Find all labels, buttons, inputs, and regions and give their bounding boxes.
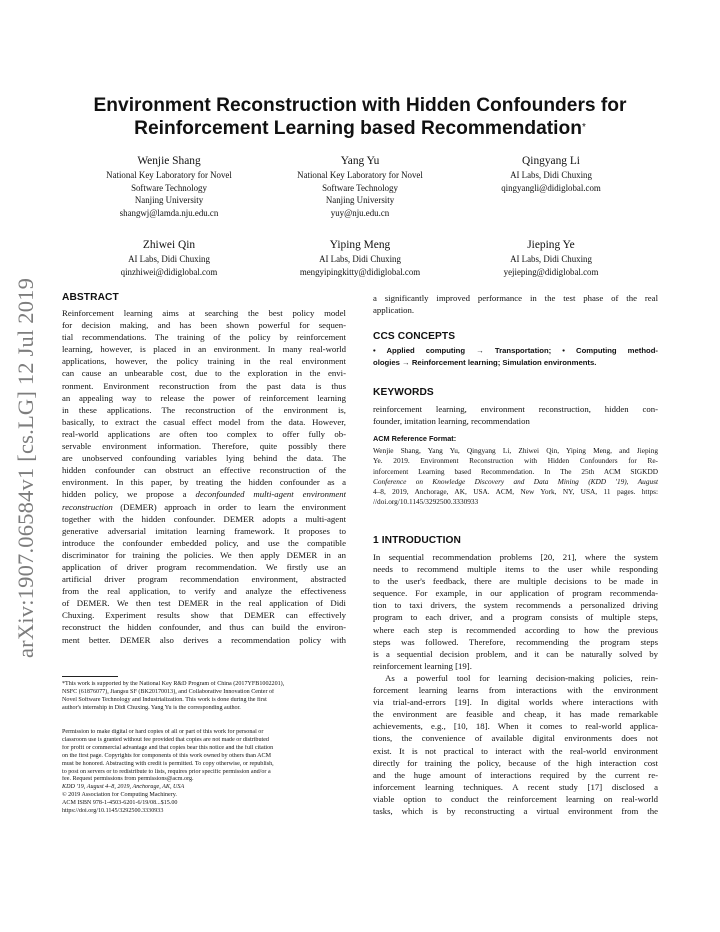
abstract-line: artificial driver program recommendation environment, abstracted bbox=[62, 574, 346, 585]
author-name: Wenjie Shang bbox=[137, 155, 201, 167]
introduction-body bbox=[373, 551, 658, 817]
footnote-line: Novel Software Technology and Industrialization. This work is done during the first bbox=[62, 696, 267, 703]
acm-reference-line: //doi.org/10.1145/3292500.3330933 bbox=[373, 497, 479, 507]
acm-reference bbox=[373, 446, 658, 508]
permission-line: on the first page. Copyrights for components of this work owned by others than ACM bbox=[62, 752, 272, 759]
abstract-line-italic-mix bbox=[62, 488, 346, 500]
footnote-rule bbox=[62, 676, 118, 677]
author-affiliation: National Key Laboratory for Novel bbox=[106, 170, 232, 180]
abstract-heading: ABSTRACT bbox=[62, 292, 119, 303]
intro-line: is a sequential decision problem, and it can be naturally solved by bbox=[373, 648, 658, 659]
footnote-line: *This work is supported by the National Key R&D Program of China (2017YFB1002201), bbox=[62, 681, 285, 687]
author-block bbox=[458, 154, 644, 194]
footnote-line: NSFC (61876077), Jiangsu SF (BK20170013), and Collaborative Innovation Center of bbox=[62, 688, 275, 695]
ccs-concepts bbox=[373, 345, 658, 369]
footnote-line: author's internship in Didi Chuxing. Yang Yu is the corresponding author. bbox=[62, 704, 241, 711]
acm-reference-line: Wenjie Shang, Yang Yu, Qingyang Li, Zhiwei Qin, Yiping Meng, and Jieping bbox=[373, 446, 658, 455]
arxiv-stamp-text: arXiv:1907.06584v1 [cs.LG] 12 Jul 2019 bbox=[13, 277, 38, 658]
permission-line: classroom use is granted without fee provided that copies are not made or distributed bbox=[62, 736, 269, 743]
abstract-text: hidden policy, we propose a bbox=[62, 489, 196, 500]
abstract-line: servable environment information. Therefore, quite possibly there bbox=[62, 441, 346, 452]
abstract-line: Reinforcement learning aims at searching the best policy model bbox=[62, 308, 346, 318]
acm-reference-line: 4–8, 2019, Anchorage, AK, USA. ACM, New York, NY, USA, 11 pages. https: bbox=[373, 487, 658, 497]
footnote bbox=[62, 681, 348, 713]
arxiv-identifier-stamp bbox=[2, 258, 44, 658]
permission-block bbox=[62, 729, 348, 816]
conference-line: KDD '19, August 4–8, 2019, Anchorage, AK, USA bbox=[62, 784, 185, 791]
intro-line: and the huge amount of interactions required by the current re- bbox=[373, 769, 658, 780]
title-line-2: Reinforcement Learning based Recommendation bbox=[134, 118, 582, 139]
introduction-heading: 1 INTRODUCTION bbox=[373, 535, 461, 546]
intro-line: via trial-and-errors [19]. In digital worlds where interactions with bbox=[373, 697, 658, 708]
author-affiliation: AI Labs, Didi Chuxing bbox=[510, 254, 592, 264]
abstract-emphasis: deconfounded multi-agent environment bbox=[195, 489, 346, 500]
intro-line: tions, the convenience of available digital environments does not bbox=[373, 733, 658, 744]
author-block bbox=[76, 154, 262, 219]
intro-line: sequence. For example, in our application of program recommenda- bbox=[373, 588, 658, 599]
abstract-line: of DEMER. We then test DEMER in the real application of Didi bbox=[62, 598, 346, 609]
author-email: qingyangli@didiglobal.com bbox=[501, 182, 601, 193]
intro-line: inforcement learning techniques. A recent study [17] disclosed a bbox=[373, 781, 658, 792]
author-email: mengyipingkitty@didiglobal.com bbox=[299, 266, 421, 277]
abstract-line: introduce the confounder embedded policy, and use the compatible bbox=[62, 537, 346, 548]
abstract-line: real-world applications are often too complex to offer fully ob- bbox=[62, 428, 346, 439]
abstract-line: together with the hidden confounder. DEMER adopts a multi-agent bbox=[62, 513, 346, 524]
abstract-line: application of driver program recommendation. We firstly use an bbox=[62, 561, 346, 572]
author-affiliation: Software Technology bbox=[131, 182, 207, 193]
author-block bbox=[458, 238, 644, 278]
author-name: Qingyang Li bbox=[522, 155, 580, 167]
intro-line: needs to recommend multiple items to the user while responding bbox=[373, 564, 658, 575]
abstract-line: generative adversarial imitation learning framework. It proposes to bbox=[62, 525, 346, 536]
intro-line: to the user's feedback, there are multiple decisions to be made in bbox=[373, 576, 658, 587]
abstract-line: tial recommendations. The training of the policy by reinforcement bbox=[62, 332, 346, 343]
intro-line: reinforcement learning [19]. bbox=[373, 660, 472, 671]
abstract-line: environment. In this paper, by treating the hidden confounder as a bbox=[62, 477, 346, 488]
acm-reference-line: Ye. 2019. Environment Reconstruction with Hidden Confounders for Re- bbox=[373, 456, 658, 466]
doi-line: https://doi.org/10.1145/3292500.3330933 bbox=[62, 808, 164, 815]
permission-line: for profit or commercial advantage and that copies bear this notice and the full citation bbox=[62, 744, 274, 751]
paper-title bbox=[60, 94, 660, 140]
author-affiliation: AI Labs, Didi Chuxing bbox=[510, 170, 592, 180]
author-name: Yang Yu bbox=[340, 155, 380, 167]
author-email: shangwj@lamda.nju.edu.cn bbox=[119, 207, 219, 218]
abstract-line: basically, to extract the casual effect model from the data. However, bbox=[62, 416, 346, 427]
intro-line: forcement learning learns from interactions with the environment bbox=[373, 685, 658, 696]
abstract-line: learning, however, is placed in an environment. In many real-world bbox=[62, 344, 346, 355]
title-line-1: Environment Reconstruction with Hidden Confounders for bbox=[93, 95, 627, 116]
intro-line: directly for training the policy, because of the high interaction cost bbox=[373, 757, 658, 768]
author-affiliation: Software Technology bbox=[322, 182, 398, 193]
author-email: qinzhiwei@didiglobal.com bbox=[120, 266, 218, 277]
author-name: Zhiwei Qin bbox=[142, 239, 196, 251]
abstract-line: an appealing way to release the power of reinforcement learning bbox=[62, 392, 346, 403]
permission-line: Permission to make digital or hard copies of all or part of this work for personal or bbox=[62, 729, 264, 735]
intro-line: exist. It is not practical to interact with the real-world environment bbox=[373, 745, 658, 756]
abstract-continued-line: application. bbox=[373, 305, 415, 316]
abstract-line: for decision making, and has been shown powerful for sequen- bbox=[62, 320, 346, 331]
permission-line: to post on servers or to redistribute to lists, requires prior specific permission and/or a bbox=[62, 768, 271, 775]
author-email: yejieping@didiglobal.com bbox=[503, 266, 599, 277]
abstract-body bbox=[62, 307, 346, 646]
abstract-continued-line: a significantly improved performance in the test phase of the real bbox=[373, 293, 658, 303]
ccs-heading: CCS CONCEPTS bbox=[373, 331, 456, 342]
intro-line: viable option to conduct the reinforcement learning on real-world bbox=[373, 793, 658, 804]
ccs-line: • Applied computing → Transportation; • Computing method- bbox=[373, 346, 658, 355]
left-column bbox=[62, 291, 346, 646]
abstract-line: applications, however, the policy training in the real environment bbox=[62, 356, 346, 367]
copyright-line: © 2019 Association for Computing Machinery. bbox=[62, 792, 177, 799]
abstract-line: can cause an unbearable cost, due to the exploration in the envi- bbox=[62, 368, 346, 379]
author-affiliation: AI Labs, Didi Chuxing bbox=[128, 254, 210, 264]
author-email: yuy@nju.edu.cn bbox=[330, 207, 390, 218]
author-affiliation: National Key Laboratory for Novel bbox=[297, 170, 423, 180]
acm-reference-heading: ACM Reference Format: bbox=[373, 434, 457, 443]
intro-line: where each step is recommended according to how the previous bbox=[373, 624, 658, 635]
isbn-line: ACM ISBN 978-1-4503-6201-6/19/08...$15.00 bbox=[62, 800, 178, 807]
intro-line: achievements, e.g., [10, 18]. When it comes to real-world applica- bbox=[373, 721, 658, 732]
intro-line: tion to taxi drivers, the system recommends a personalized driving bbox=[373, 600, 658, 611]
keywords-line: founder, imitation learning, recommendation bbox=[373, 416, 530, 427]
keywords-line: reinforcement learning, environment reconstruction, hidden con- bbox=[373, 404, 658, 414]
abstract-emphasis: reconstruction bbox=[62, 501, 113, 512]
acm-reference-line: Conference on Knowledge Discovery and Data Mining (KDD '19), August bbox=[373, 476, 658, 486]
author-affiliation: Nanjing University bbox=[325, 195, 395, 206]
ccs-line: ologies → Reinforcement learning; Simulation environments. bbox=[373, 357, 597, 367]
author-block bbox=[267, 238, 453, 278]
abstract-line: in these applications. The reconstruction of the environment is, bbox=[62, 404, 346, 415]
abstract-line-italic-mix bbox=[62, 501, 346, 513]
author-affiliation: Nanjing University bbox=[134, 195, 204, 206]
intro-line: steps was followed. Therefore, recommending the program steps bbox=[373, 636, 658, 647]
right-column bbox=[373, 292, 658, 316]
author-affiliation: AI Labs, Didi Chuxing bbox=[319, 254, 401, 264]
keywords bbox=[373, 403, 658, 427]
abstract-line: are unobserved confounding variables lying behind the data. The bbox=[62, 453, 346, 464]
intro-line: As a powerful tool for learning decision-making policies, rein- bbox=[385, 672, 658, 683]
permission-line: fee. Request permissions from permissions@acm.org. bbox=[62, 776, 194, 783]
permission-line: must be honored. Abstracting with credit is permitted. To copy otherwise, or republish, bbox=[62, 760, 274, 767]
abstract-line: discriminator for training the policies. We then apply DEMER in an bbox=[62, 549, 346, 560]
abstract-line: reconstruct the hidden confounder, and thus can build the environ- bbox=[62, 622, 346, 633]
author-name: Yiping Meng bbox=[329, 239, 391, 251]
intro-line: In sequential recommendation problems [20, 21], where the system bbox=[373, 552, 658, 562]
abstract-line: hidden confounder can obstruct an effective reconstruction of the bbox=[62, 465, 346, 476]
intro-line: the environment are feasible and cheap, it has made remarkable bbox=[373, 709, 658, 720]
abstract-line: from the real application, to verify and analyze the effectiveness bbox=[62, 586, 346, 597]
intro-line: program to each driver, and a program consists of multiple steps, bbox=[373, 612, 658, 623]
acm-reference-line: inforcement Learning based Recommendation. In The 25th ACM SIGKDD bbox=[373, 466, 658, 476]
title-footnote-mark: * bbox=[581, 122, 586, 133]
author-block bbox=[76, 238, 262, 278]
abstract-text: (DEMER) approach in order to learn the environment bbox=[112, 501, 346, 512]
abstract-line: ronment. Environment reconstruction from the past data is thus bbox=[62, 380, 346, 391]
author-name: Jieping Ye bbox=[527, 239, 575, 251]
abstract-line: ment better. DEMER also derives a recommendation policy with bbox=[62, 634, 346, 645]
keywords-heading: KEYWORDS bbox=[373, 387, 434, 398]
intro-line: tasks, which is by reconstructing a virtual environment from the bbox=[373, 805, 658, 816]
abstract-line: Chuxing. Experiment results show that DEMER can effectively bbox=[62, 610, 346, 621]
author-block bbox=[267, 154, 453, 219]
